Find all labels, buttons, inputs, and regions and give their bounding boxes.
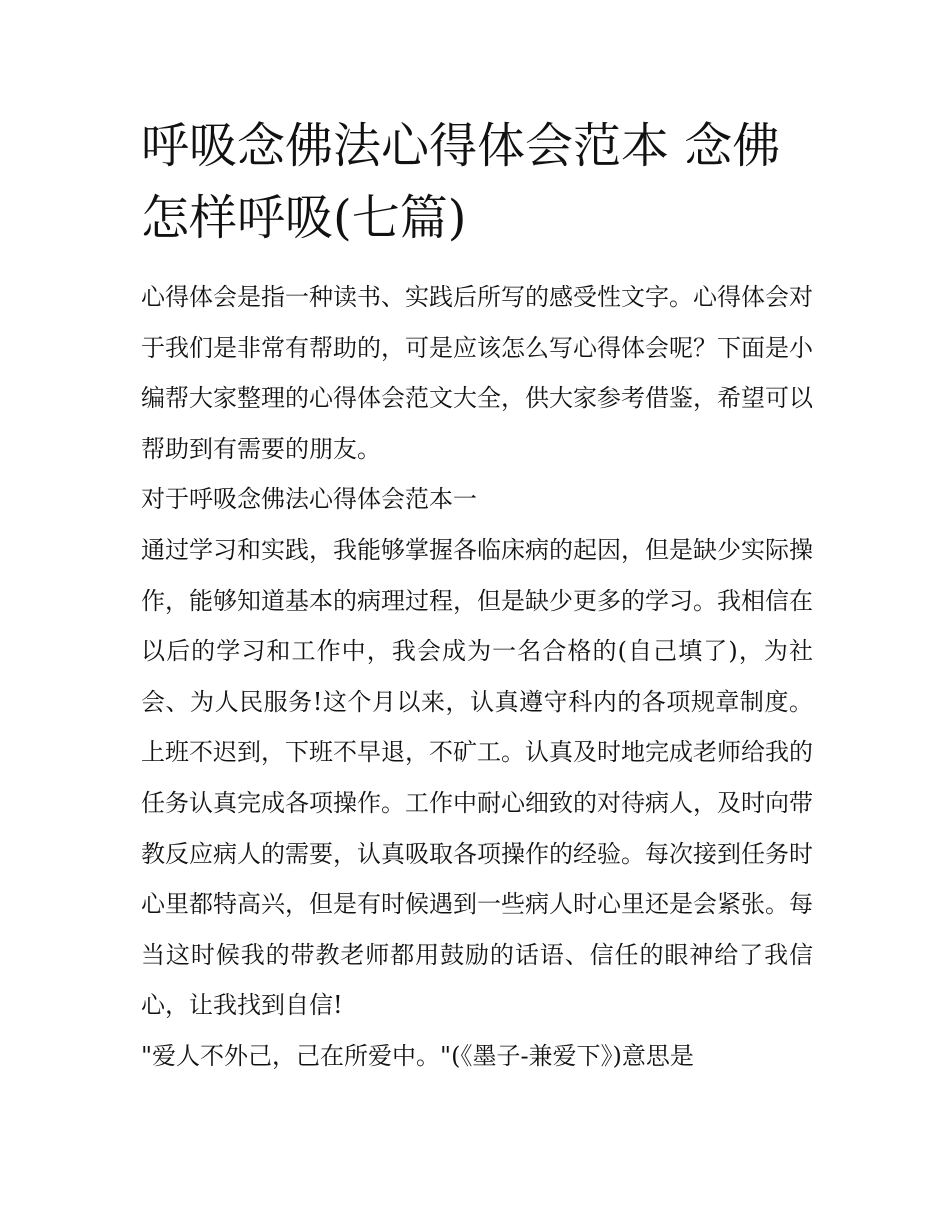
quote-paragraph: "爱人不外己，己在所爱中。"(《墨子-兼爱下》)意思是: [141, 1041, 694, 1070]
intro-paragraph: 心得体会是指一种读书、实践后所写的感受性文字。心得体会对于我们是非常有帮助的，可是应该怎么写心得体会呢？下面是小编帮大家整理的心得体会范文大全，供大家参考借鉴，希望可以帮助到有需要的朋友。: [141, 283, 813, 463]
section-heading: 对于呼吸念佛法心得体会范本一: [141, 485, 477, 514]
document-page: [141, 110, 813, 1082]
document-title: 呼吸念佛法心得体会范本 念佛怎样呼吸(七篇): [141, 118, 781, 246]
body-paragraph: 通过学习和实践，我能够掌握各临床病的起因，但是缺少实际操作，能够知道基本的病理过程，但是缺少更多的学习。我相信在以后的学习和工作中，我会成为一名合格的(自己填了)，为社会、为人民服务!这个月以来，认真遵守科内的各项规章制度。上班不迟到，下班不早退，不矿工。认真及时地完成老师给我的任务认真完成各项操作。工作中耐心细致的对待病人，及时向带教反应病人的需要，认真吸取各项操作的经验。每次接到任务时心里都特高兴，但是有时候遇到一些病人时心里还是会紧张。每当这时候我的带教老师都用鼓励的话语、信任的眼神给了我信心，让我找到自信!: [141, 535, 813, 1020]
